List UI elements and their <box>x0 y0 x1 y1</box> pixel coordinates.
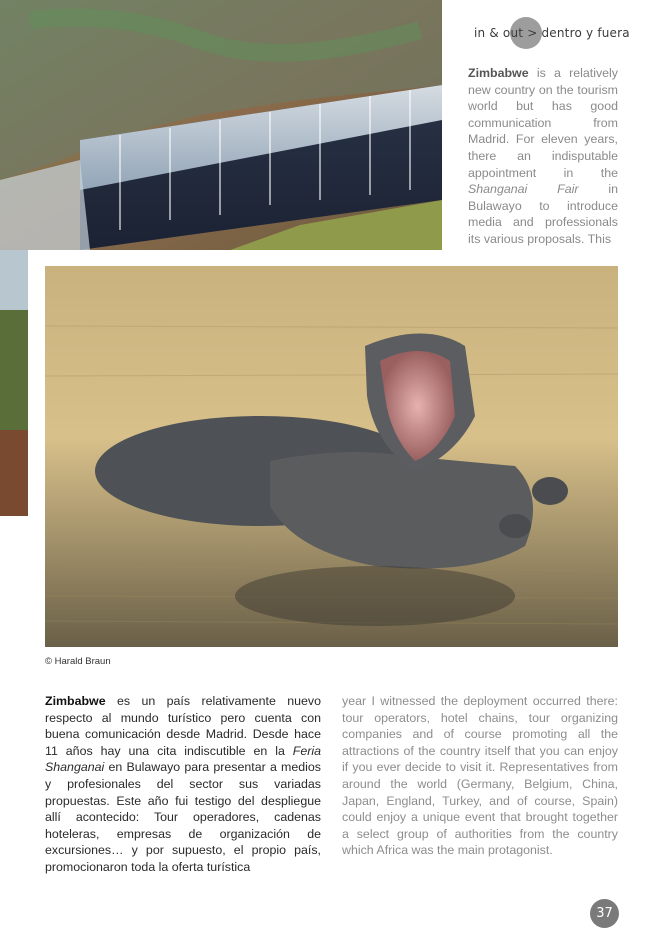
page-number: 37 <box>590 899 619 928</box>
body-english-column: year I witnessed the deployment occurred there: tour operators, hotel chains, tour organizing companies and of course promoting all the attractions of the country itself that you can enjoy if you ever decide to visit it. Representatives from around the world (Germany, Belgium, China, Japan, England, Turkey, and of course, Spain) could enjoy a unique event that brought together a select group of authorities from the country which Africa was the main protagonist. <box>342 694 618 858</box>
body-spanish-column <box>45 693 321 876</box>
photo-credit: © Harald Braun <box>45 656 111 667</box>
hippo-photo <box>45 266 618 647</box>
waterfall-photo <box>0 0 442 250</box>
intro-fair-name: Shanganai Fair <box>468 182 579 197</box>
es-fair-name: Feria Shanganai <box>45 743 321 775</box>
es-text-1: es un país relativamente nuevo respecto al mundo turístico pero cuenta con buena comunicación desde Madrid. Desde hace 11 años hay una cita indiscutible en la <box>45 694 321 758</box>
section-label: in & out > dentro y fuera <box>474 26 630 40</box>
intro-lead: Zimbabwe <box>468 66 529 80</box>
section-header <box>470 24 630 44</box>
es-lead: Zimbabwe <box>45 694 106 708</box>
es-text-2: en Bulawayo para presentar a medios y profesionales del sector sus variadas propuestas. Este año fui testigo del despliegue allí acontecido: Tour operadores, cadenas hoteleras, empresas de organización de excursiones… y por supuesto, el propio país, promocionaron toda la oferta turística <box>45 760 321 874</box>
intro-english-text <box>468 65 618 248</box>
intro-text-2: in Bulawayo to introduce media and professionals its various proposals. This <box>468 182 618 246</box>
intro-text-1: is a relatively new country on the tourism world but has good communication from Madrid. For eleven years, there an indisputable appointment in the <box>468 66 618 180</box>
waterfall-photo-strip <box>0 250 28 516</box>
